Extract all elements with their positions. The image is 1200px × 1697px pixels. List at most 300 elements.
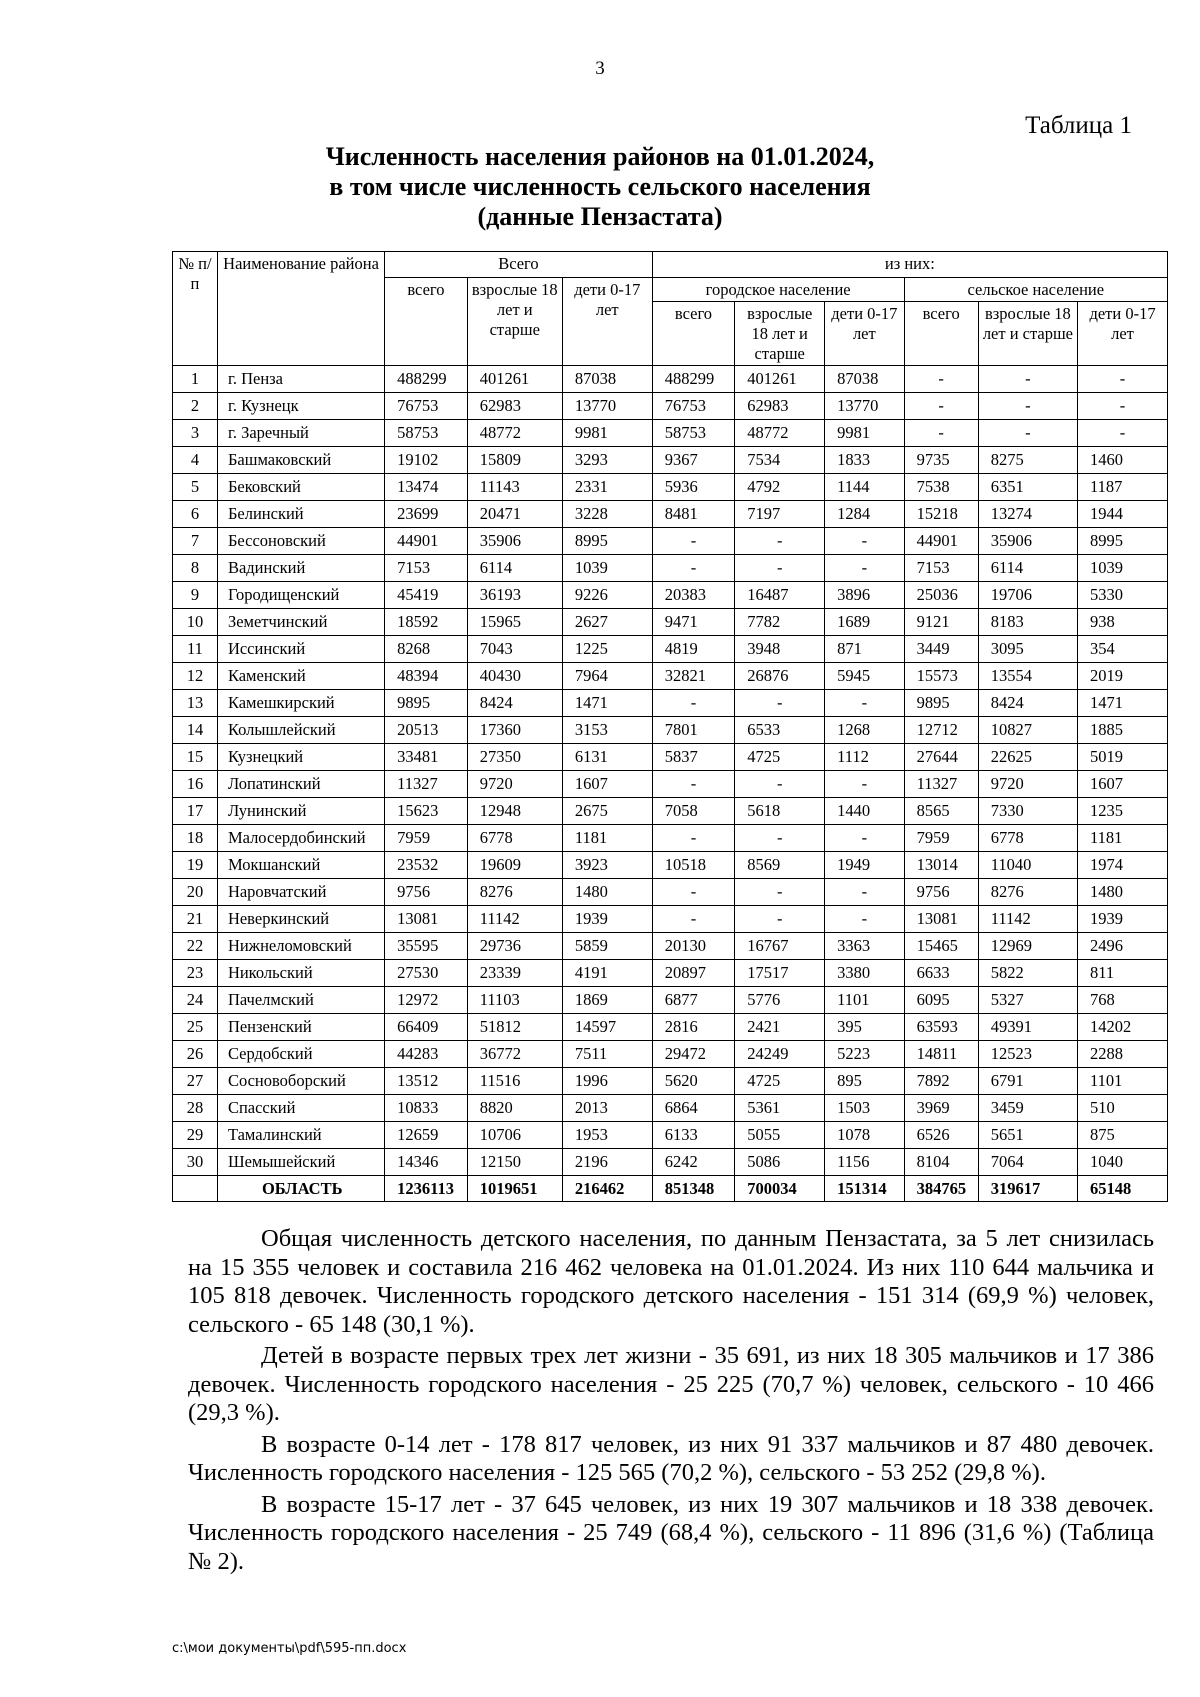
cell-row-number: 19 [173,852,218,879]
cell-total-adults: 1019651 [467,1176,562,1202]
paragraph: В возрасте 15-17 лет - 37 645 человек, из них 19 307 мальчиков и 18 338 девочек. Численность городского населения - 25 749 (68,4 %), сельского - 11 896 (31,6 %) (Таблица № 2). [188,1490,1154,1575]
cell-urban-adults: 4792 [735,474,825,501]
cell-total-adults: 10706 [467,1122,562,1149]
cell-total-adults: 62983 [467,393,562,420]
cell-urban-all: 10518 [652,852,735,879]
cell-rural-children: 1460 [1078,447,1168,474]
cell-district-name: Городищенский [217,582,384,609]
cell-rural-children: - [1078,420,1168,447]
cell-total-all: 7153 [385,555,468,582]
cell-row-number: 11 [173,636,218,663]
cell-row-number: 28 [173,1095,218,1122]
cell-urban-adults: 48772 [735,420,825,447]
cell-rural-all: 13081 [904,906,978,933]
cell-urban-adults: 5055 [735,1122,825,1149]
cell-district-name: г. Кузнецк [217,393,384,420]
cell-row-number: 12 [173,663,218,690]
cell-urban-all: 76753 [652,393,735,420]
cell-row-number: 23 [173,960,218,987]
cell-total-children: 3153 [562,717,652,744]
cell-total-all: 488299 [385,366,468,393]
cell-rural-children: 1480 [1078,879,1168,906]
cell-total-children: 7511 [562,1041,652,1068]
cell-total-adults: 19609 [467,852,562,879]
cell-urban-all: 6133 [652,1122,735,1149]
cell-rural-children: 8995 [1078,528,1168,555]
cell-total-adults: 36772 [467,1041,562,1068]
header-urban-adults: взрослые 18 лет и старше [735,302,825,366]
header-urban-population: городское население [652,278,904,302]
cell-row-number: 10 [173,609,218,636]
cell-rural-all: 25036 [904,582,978,609]
cell-urban-adults: 26876 [735,663,825,690]
cell-urban-all: 58753 [652,420,735,447]
cell-rural-children: 938 [1078,609,1168,636]
cell-row-number: 7 [173,528,218,555]
cell-district-name: Вадинский [217,555,384,582]
header-of-them: из них: [652,252,1167,278]
cell-total-all: 11327 [385,771,468,798]
header-urban-all: всего [652,302,735,366]
cell-total-adults: 9720 [467,771,562,798]
cell-row-number: 21 [173,906,218,933]
cell-rural-all: 8104 [904,1149,978,1176]
cell-rural-children: 1181 [1078,825,1168,852]
cell-total-all: 20513 [385,717,468,744]
cell-urban-children: - [825,690,904,717]
cell-urban-adults: - [735,555,825,582]
cell-rural-adults: 35906 [978,528,1077,555]
table-row [173,906,1168,933]
cell-rural-all: 3969 [904,1095,978,1122]
cell-total-children: 1607 [562,771,652,798]
cell-urban-adults: 700034 [735,1176,825,1202]
cell-urban-all: 6877 [652,987,735,1014]
cell-urban-children: - [825,825,904,852]
cell-rural-all: 9895 [904,690,978,717]
cell-total-all: 14346 [385,1149,468,1176]
cell-district-name: Иссинский [217,636,384,663]
cell-rural-adults: 8183 [978,609,1077,636]
cell-total-all: 13474 [385,474,468,501]
cell-rural-children: 2288 [1078,1041,1168,1068]
table-row [173,690,1168,717]
cell-urban-all: 9367 [652,447,735,474]
cell-total-adults: 51812 [467,1014,562,1041]
cell-rural-children: 1885 [1078,717,1168,744]
cell-urban-all: 5936 [652,474,735,501]
cell-total-children: 2627 [562,609,652,636]
cell-urban-adults: 24249 [735,1041,825,1068]
cell-district-name: Малосердобинский [217,825,384,852]
cell-urban-adults: 3948 [735,636,825,663]
cell-rural-all: 6633 [904,960,978,987]
cell-row-number: 27 [173,1068,218,1095]
cell-row-number: 22 [173,933,218,960]
cell-rural-all: 6095 [904,987,978,1014]
cell-district-name: Белинский [217,501,384,528]
cell-total-children: 87038 [562,366,652,393]
cell-urban-children: 3363 [825,933,904,960]
cell-district-name: г. Заречный [217,420,384,447]
table-row [173,582,1168,609]
cell-urban-adults: 5776 [735,987,825,1014]
cell-rural-children: 875 [1078,1122,1168,1149]
cell-rural-all: 13014 [904,852,978,879]
table-row [173,528,1168,555]
table-total-row [173,1176,1168,1202]
table-row [173,474,1168,501]
cell-total-children: 14597 [562,1014,652,1041]
cell-rural-children: 2496 [1078,933,1168,960]
title-line-3: (данные Пензастата) [477,202,723,231]
cell-urban-children: 1268 [825,717,904,744]
cell-total-all: 48394 [385,663,468,690]
cell-row-number: 4 [173,447,218,474]
cell-total-children: 1225 [562,636,652,663]
cell-rural-adults: 12969 [978,933,1077,960]
cell-urban-all: 9471 [652,609,735,636]
cell-rural-children: - [1078,366,1168,393]
cell-rural-all: 7538 [904,474,978,501]
cell-urban-children: 5945 [825,663,904,690]
cell-rural-all: 11327 [904,771,978,798]
cell-total-adults: 11103 [467,987,562,1014]
cell-urban-children: 1284 [825,501,904,528]
cell-total-children: 9981 [562,420,652,447]
cell-total-all: 18592 [385,609,468,636]
cell-total-all: 12659 [385,1122,468,1149]
cell-urban-children: 5223 [825,1041,904,1068]
cell-rural-children: 5330 [1078,582,1168,609]
cell-rural-adults: 3095 [978,636,1077,663]
cell-urban-adults: - [735,771,825,798]
cell-total-adults: 20471 [467,501,562,528]
cell-total-children: 1181 [562,825,652,852]
header-number: № п/п [173,252,218,366]
cell-rural-all: 15573 [904,663,978,690]
cell-total-adults: 401261 [467,366,562,393]
cell-urban-all: 7801 [652,717,735,744]
body-text [188,1225,1154,1579]
cell-total-children: 3293 [562,447,652,474]
cell-rural-all: 3449 [904,636,978,663]
cell-row-number: 20 [173,879,218,906]
cell-urban-all: 32821 [652,663,735,690]
cell-total-adults: 11142 [467,906,562,933]
cell-row-number: 26 [173,1041,218,1068]
cell-urban-adults: 4725 [735,1068,825,1095]
cell-rural-children: 1939 [1078,906,1168,933]
cell-total-adults: 8276 [467,879,562,906]
cell-urban-adults: 7197 [735,501,825,528]
cell-urban-adults: - [735,879,825,906]
cell-row-number: 30 [173,1149,218,1176]
paragraph: В возрасте 0-14 лет - 178 817 человек, из них 91 337 мальчиков и 87 480 девочек. Численность городского населения - 125 565 (70,2 %), сельского - 53 252 (29,8 %). [188,1430,1154,1486]
cell-rural-adults: 13554 [978,663,1077,690]
document-title [0,142,1200,232]
cell-row-number: 9 [173,582,218,609]
page-number: 3 [595,58,605,79]
table-row [173,798,1168,825]
cell-total-adults: 48772 [467,420,562,447]
cell-district-name: Наровчатский [217,879,384,906]
table-row [173,1149,1168,1176]
table-row [173,825,1168,852]
cell-rural-adults: 5822 [978,960,1077,987]
cell-rural-children: 354 [1078,636,1168,663]
cell-urban-all: 20897 [652,960,735,987]
table-row [173,1122,1168,1149]
cell-rural-adults: 12523 [978,1041,1077,1068]
cell-total-adults: 23339 [467,960,562,987]
table-row [173,879,1168,906]
cell-urban-children: 9981 [825,420,904,447]
cell-total-children: 9226 [562,582,652,609]
cell-rural-adults: 8276 [978,879,1077,906]
cell-rural-children: 1607 [1078,771,1168,798]
cell-rural-children: 5019 [1078,744,1168,771]
cell-total-children: 8995 [562,528,652,555]
cell-total-adults: 35906 [467,528,562,555]
cell-district-name: Неверкинский [217,906,384,933]
cell-total-adults: 27350 [467,744,562,771]
table-row [173,933,1168,960]
cell-rural-all: 384765 [904,1176,978,1202]
cell-urban-children: - [825,555,904,582]
table-body [173,366,1168,1202]
cell-urban-all: 2816 [652,1014,735,1041]
cell-district-name: Тамалинский [217,1122,384,1149]
cell-row-number: 15 [173,744,218,771]
cell-rural-children: 14202 [1078,1014,1168,1041]
cell-urban-all: 29472 [652,1041,735,1068]
cell-urban-children: 13770 [825,393,904,420]
cell-urban-children: - [825,771,904,798]
cell-district-name: Кузнецкий [217,744,384,771]
table-row [173,447,1168,474]
cell-rural-children: 1040 [1078,1149,1168,1176]
cell-rural-all: 7153 [904,555,978,582]
cell-total-all: 23532 [385,852,468,879]
cell-total-all: 45419 [385,582,468,609]
cell-urban-adults: 5361 [735,1095,825,1122]
cell-rural-all: 7892 [904,1068,978,1095]
cell-row-number: 25 [173,1014,218,1041]
cell-total-all: 13512 [385,1068,468,1095]
header-rural-children: дети 0-17 лет [1078,302,1168,366]
header-total-adults: взрослые 18 лет и старше [467,278,562,366]
cell-urban-all: 20383 [652,582,735,609]
cell-total-all: 66409 [385,1014,468,1041]
cell-rural-adults: 8275 [978,447,1077,474]
cell-total-children: 6131 [562,744,652,771]
cell-urban-adults: 62983 [735,393,825,420]
cell-total-all: 12972 [385,987,468,1014]
cell-total-adults: 6114 [467,555,562,582]
cell-rural-children: 1187 [1078,474,1168,501]
header-rural-all: всего [904,302,978,366]
cell-total-adults: 8820 [467,1095,562,1122]
cell-rural-adults: - [978,366,1077,393]
table-row [173,393,1168,420]
cell-rural-adults: 5651 [978,1122,1077,1149]
table-row [173,852,1168,879]
cell-rural-adults: 5327 [978,987,1077,1014]
cell-total-adults: 15809 [467,447,562,474]
cell-rural-adults: 6114 [978,555,1077,582]
cell-rural-all: 9121 [904,609,978,636]
cell-urban-adults: - [735,690,825,717]
cell-total-adults: 15965 [467,609,562,636]
cell-urban-adults: 16487 [735,582,825,609]
cell-rural-all: - [904,393,978,420]
cell-total-adults: 29736 [467,933,562,960]
cell-rural-adults: 22625 [978,744,1077,771]
cell-urban-all: - [652,879,735,906]
cell-rural-all: 15218 [904,501,978,528]
cell-urban-all: 8481 [652,501,735,528]
cell-urban-all: 6864 [652,1095,735,1122]
cell-total-all: 15623 [385,798,468,825]
cell-total-children: 2331 [562,474,652,501]
header-urban-children: дети 0-17 лет [825,302,904,366]
cell-district-name: Башмаковский [217,447,384,474]
cell-rural-adults: 10827 [978,717,1077,744]
cell-row-number: 17 [173,798,218,825]
cell-row-number: 8 [173,555,218,582]
cell-urban-adults: 401261 [735,366,825,393]
cell-total-children: 2013 [562,1095,652,1122]
cell-urban-children: 1144 [825,474,904,501]
cell-urban-children: - [825,906,904,933]
title-line-1: Численность населения районов на 01.01.2024, [325,142,875,171]
cell-rural-adults: 49391 [978,1014,1077,1041]
cell-rural-adults: 9720 [978,771,1077,798]
cell-urban-all: 5837 [652,744,735,771]
cell-urban-all: 20130 [652,933,735,960]
cell-district-name: Сердобский [217,1041,384,1068]
cell-total-all: 44283 [385,1041,468,1068]
cell-urban-children: 871 [825,636,904,663]
cell-urban-all: 851348 [652,1176,735,1202]
cell-total-adults: 6778 [467,825,562,852]
cell-rural-all: 7959 [904,825,978,852]
cell-urban-adults: 6533 [735,717,825,744]
table-row [173,987,1168,1014]
cell-rural-adults: 7330 [978,798,1077,825]
cell-urban-children: 1689 [825,609,904,636]
table-row [173,771,1168,798]
cell-total-all: 27530 [385,960,468,987]
cell-total-children: 4191 [562,960,652,987]
cell-total-children: 1480 [562,879,652,906]
cell-rural-adults: 11040 [978,852,1077,879]
cell-urban-all: 4819 [652,636,735,663]
cell-total-adults: 12150 [467,1149,562,1176]
cell-rural-all: 6526 [904,1122,978,1149]
cell-total-adults: 12948 [467,798,562,825]
cell-urban-adults: - [735,528,825,555]
cell-rural-children: 1101 [1078,1068,1168,1095]
cell-row-number: 1 [173,366,218,393]
cell-total-all: 58753 [385,420,468,447]
cell-total-all: 9895 [385,690,468,717]
cell-urban-adults: 4725 [735,744,825,771]
cell-urban-adults: 17517 [735,960,825,987]
cell-urban-children: 1503 [825,1095,904,1122]
cell-rural-all: - [904,420,978,447]
header-rural-population: сельское население [904,278,1167,302]
cell-rural-adults: 11142 [978,906,1077,933]
cell-total-all: 19102 [385,447,468,474]
cell-row-number: 6 [173,501,218,528]
cell-district-name: Земетчинский [217,609,384,636]
cell-total-all: 76753 [385,393,468,420]
cell-total-children: 2675 [562,798,652,825]
table-row [173,501,1168,528]
cell-urban-all: - [652,555,735,582]
cell-total-children: 216462 [562,1176,652,1202]
cell-district-name: Шемышейский [217,1149,384,1176]
cell-rural-all: 63593 [904,1014,978,1041]
cell-total-adults: 7043 [467,636,562,663]
table-row [173,960,1168,987]
table-row [173,555,1168,582]
cell-total-all: 23699 [385,501,468,528]
cell-rural-adults: 6351 [978,474,1077,501]
table-row [173,609,1168,636]
cell-total-children: 3923 [562,852,652,879]
cell-row-number: 16 [173,771,218,798]
cell-rural-all: 27644 [904,744,978,771]
cell-urban-all: 6242 [652,1149,735,1176]
header-total-all: всего [385,278,468,366]
table-row [173,366,1168,393]
cell-district-name: Спасский [217,1095,384,1122]
cell-urban-adults: 8569 [735,852,825,879]
cell-total-all: 7959 [385,825,468,852]
header-total-children: дети 0-17 лет [562,278,652,366]
cell-total-children: 1869 [562,987,652,1014]
cell-district-name: г. Пенза [217,366,384,393]
table-row [173,1041,1168,1068]
cell-urban-children: 1440 [825,798,904,825]
cell-urban-children: 895 [825,1068,904,1095]
cell-urban-children: 1112 [825,744,904,771]
cell-district-name: Лунинский [217,798,384,825]
table-row [173,1068,1168,1095]
cell-urban-adults: 5086 [735,1149,825,1176]
cell-rural-all: 44901 [904,528,978,555]
cell-urban-all: 7058 [652,798,735,825]
cell-row-number: 13 [173,690,218,717]
cell-total-children: 1471 [562,690,652,717]
cell-total-all: 8268 [385,636,468,663]
cell-urban-adults: - [735,825,825,852]
cell-row-number [173,1176,218,1202]
cell-rural-children: 1944 [1078,501,1168,528]
cell-row-number: 3 [173,420,218,447]
cell-rural-adults: 7064 [978,1149,1077,1176]
cell-urban-children: 1101 [825,987,904,1014]
cell-urban-children: 1078 [825,1122,904,1149]
cell-urban-all: - [652,690,735,717]
cell-total-adults: 11143 [467,474,562,501]
cell-rural-all: 12712 [904,717,978,744]
table-row [173,1014,1168,1041]
table-row [173,636,1168,663]
